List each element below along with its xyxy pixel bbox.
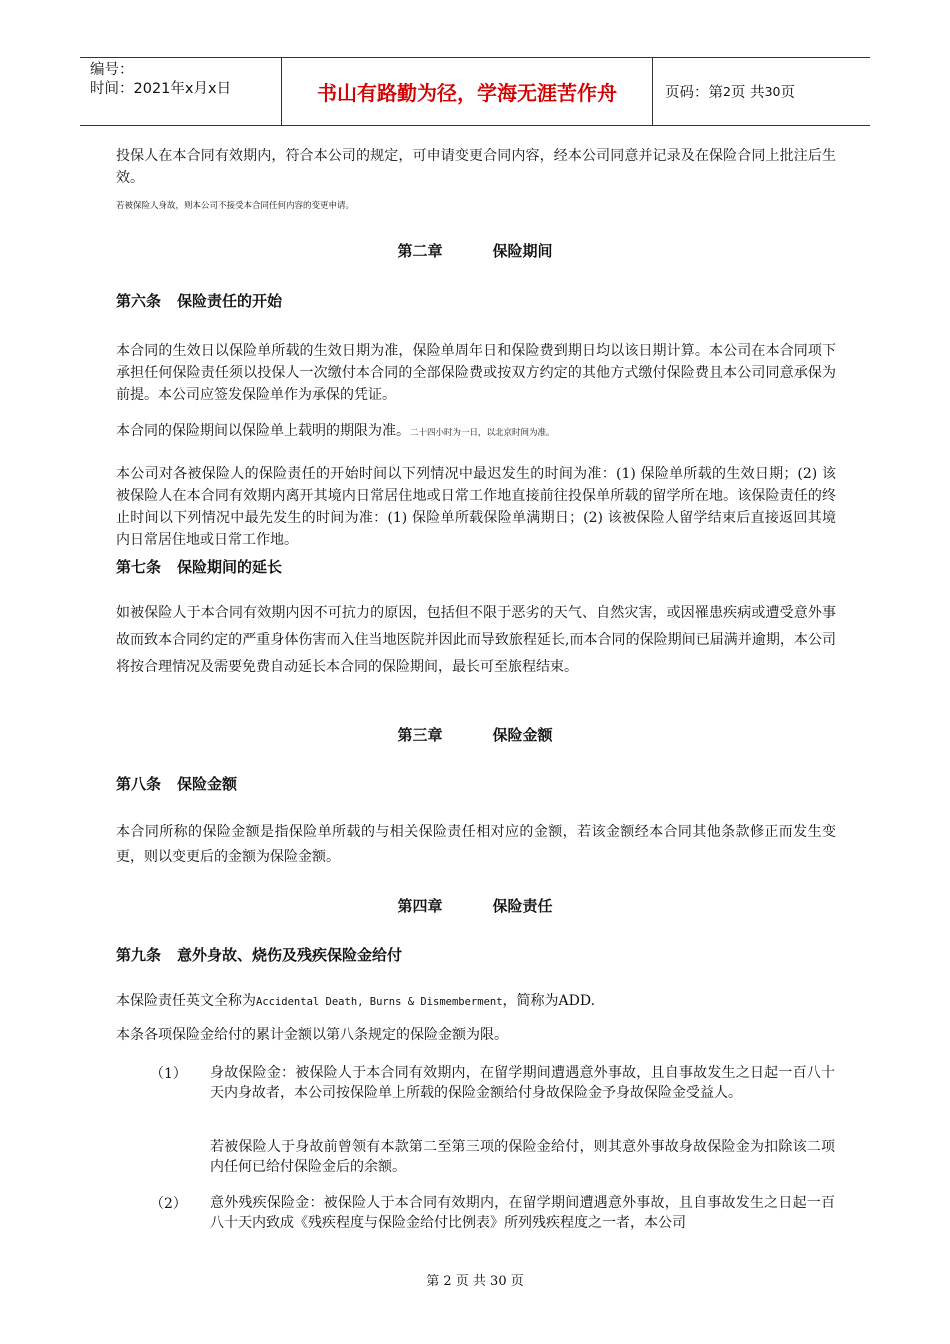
chapter-3-title: 保险金额 <box>492 726 553 744</box>
english-name-lead: 本保险责任英文全称为 <box>116 993 256 1009</box>
period-note: 二十四小时为一日，以北京时间为准。 <box>410 428 555 438</box>
article-6-number: 第六条 <box>116 292 162 310</box>
page-prefix: 页码：第 <box>665 85 723 101</box>
page-total: 30 <box>764 84 781 99</box>
article-8-title: 保险金额 <box>177 775 238 793</box>
intro-paragraph: 投保人在本合同有效期内，符合本公司的规定，可申请变更合同内容，经本公司同意并记录及在保险合同上批注后生效。 <box>116 148 836 186</box>
page-current: 2 <box>723 84 731 99</box>
header-meta <box>80 58 282 125</box>
article-8-heading <box>116 773 237 794</box>
article-9-paragraph-2: 本条各项保险金给付的累计金额以第八条规定的保险金额为限。 <box>116 1027 508 1043</box>
chapter-4-number: 第四章 <box>397 897 443 915</box>
chapter-3-heading <box>0 724 950 745</box>
article-9-paragraph-1 <box>116 990 836 1013</box>
item-1-number: （1） <box>150 1066 187 1082</box>
page-footer: 第 2 页 共 30 页 <box>426 1274 524 1289</box>
page-header <box>80 57 870 126</box>
article-9-number: 第九条 <box>116 946 162 964</box>
page-suffix: 页 <box>780 85 795 101</box>
intro-note: 若被保险人身故，则本公司不接受本合同任何内容的变更申请。 <box>116 201 355 211</box>
article-8-paragraph-1: 本合同所称的保险金额是指保险单所载的与相关保险责任相对应的金额，若该金额经本合同其他条款修正而发生变更，则以变更后的金额为保险金额。 <box>116 824 836 865</box>
article-8-number: 第八条 <box>116 775 162 793</box>
article-6-paragraph-1: 本合同的生效日以保险单所载的生效日期为准，保险单周年日和保险费到期日均以该日期计算。本公司在本合同项下承担任何保险责任须以投保人一次缴付本合同的全部保险费或按双方约定的其他方式缴付保险费且本公司同意承保为前提。本公司应签发保险单作为承保的凭证。 <box>116 343 836 403</box>
chapter-2-title: 保险期间 <box>492 242 553 260</box>
english-name: Accidental Death, Burns & Dismemberment <box>256 996 503 1008</box>
article-6-paragraph-2 <box>116 420 836 444</box>
article-7-heading <box>116 556 282 577</box>
page-mid: 页 共 <box>730 85 765 101</box>
chapter-4-title: 保险责任 <box>492 897 553 915</box>
english-name-tail: ，简称为ADD. <box>502 993 596 1009</box>
article-7-title: 保险期间的延长 <box>177 558 283 576</box>
item-2-paragraph-1: 意外残疾保险金：被保险人于本合同有效期内，在留学期间遭遇意外事故，且自事故发生之日起一百八十天内致成《残疾程度与保险金给付比例表》所列残疾程度之一者，本公司 <box>210 1195 835 1231</box>
article-7-paragraph-1: 如被保险人于本合同有效期内因不可抗力的原因，包括但不限于恶劣的天气、自然灾害，或因罹患疾病或遭受意外事故而致本合同约定的严重身体伤害而入住当地医院并因此而导致旅程延长,而本合同的保险期间已届满并逾期，本公司将按合理情况及需要免费自动延长本合同的保险期间，最长可至旅程结束。 <box>116 605 836 675</box>
time-label: 时间：2021年x月x日 <box>90 81 232 97</box>
item-1-paragraph-1: 身故保险金：被保险人于本合同有效期内，在留学期间遭遇意外事故，且自事故发生之日起一百八十天内身故者，本公司按保险单上所载的保险金额给付身故保险金予身故保险金受益人。 <box>210 1065 835 1101</box>
article-6-paragraph-3: 本公司对各被保险人的保险责任的开始时间以下列情况中最迟发生的时间为准：(1) 保险单所载的生效日期；(2) 该被保险人在本合同有效期内离开其境内日常居住地或日常工作地直接前往投保单所载的留学所在地。该保险责任的终止时间以下列情况中最先发生的时间为准：(1) 保险单所载保险单满期日；(2) 该被保险人留学结束后直接返回其境内日常居住地或日常工作地。 <box>116 466 836 548</box>
article-7-number: 第七条 <box>116 558 162 576</box>
header-page-info <box>653 58 870 125</box>
article-6-heading <box>116 290 282 311</box>
period-text: 本合同的保险期间以保险单上载明的期限为准。 <box>116 423 410 439</box>
item-1-paragraph-2: 若被保险人于身故前曾领有本款第二至第三项的保险金给付，则其意外事故身故保险金为扣除该二项内任何已给付保险金后的余额。 <box>210 1139 835 1175</box>
article-6-title: 保险责任的开始 <box>177 292 283 310</box>
number-label: 编号： <box>90 62 134 78</box>
chapter-2-heading <box>0 240 950 261</box>
chapter-4-heading <box>0 895 950 916</box>
chapter-2-number: 第二章 <box>397 242 443 260</box>
article-9-heading <box>116 944 402 965</box>
article-9-title: 意外身故、烧伤及残疾保险金给付 <box>177 946 403 964</box>
header-motto: 书山有路勤为径，学海无涯苦作舟 <box>282 58 653 125</box>
chapter-3-number: 第三章 <box>397 726 443 744</box>
item-2-number: （2） <box>150 1196 187 1212</box>
